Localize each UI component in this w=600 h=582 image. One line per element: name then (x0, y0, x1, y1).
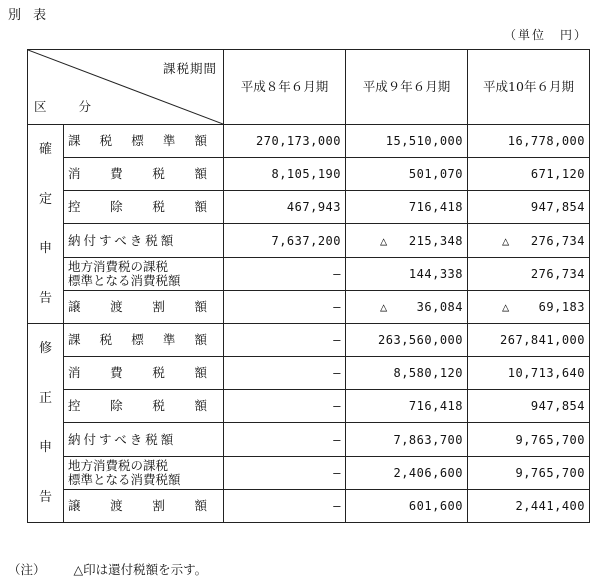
group-char: 修 (38, 341, 52, 356)
table-row (28, 489, 590, 522)
corner-category-label: 区 分 (34, 99, 105, 114)
row-label (64, 191, 224, 224)
row-label (64, 357, 224, 390)
value-text: 8,105,190 (271, 167, 341, 182)
value-cell (468, 357, 590, 390)
value-cell (346, 257, 468, 290)
value-cell (346, 290, 468, 323)
value-cell (224, 224, 346, 257)
value-text: 215,348 (408, 233, 463, 248)
row-label-text: 控 除 税 額 (68, 398, 207, 414)
group-label-kakutei-shinkoku (28, 125, 64, 324)
row-label (64, 224, 224, 257)
row-label (64, 390, 224, 423)
value-cell (346, 125, 468, 158)
value-text: 601,600 (408, 498, 463, 513)
value-text: 267,841,000 (500, 333, 585, 348)
row-label (64, 324, 224, 357)
value-cell (224, 357, 346, 390)
refund-mark: △ (502, 233, 510, 248)
row-label-line: 標準となる消費税額 (68, 272, 181, 288)
value-cell (468, 290, 590, 323)
header-corner (28, 50, 224, 125)
group-label-shusei-shinkoku (28, 324, 64, 523)
row-label-text: 譲 渡 割 額 (68, 298, 207, 314)
value-text: 716,418 (408, 200, 463, 215)
table-row (28, 224, 590, 257)
table-row (28, 158, 590, 191)
period-header-h8: 平成８年６月期 (224, 50, 346, 125)
value-text: 2,441,400 (515, 498, 585, 513)
value-cell (468, 191, 590, 224)
group-char: 申 (38, 241, 52, 256)
value-text: 36,084 (416, 299, 463, 314)
footnote (8, 560, 207, 578)
value-cell (346, 456, 468, 489)
value-text: 276,734 (530, 266, 585, 281)
table-row (28, 357, 590, 390)
row-label (64, 125, 224, 158)
group-char: 正 (38, 390, 52, 406)
value-text: 144,338 (408, 266, 463, 281)
table-row (28, 324, 590, 357)
header-row (28, 50, 590, 125)
value-cell (346, 357, 468, 390)
value-cell (468, 456, 590, 489)
value-text: 947,854 (530, 399, 585, 414)
value-text: 7,863,700 (393, 432, 463, 447)
value-text: 7,637,200 (271, 233, 341, 248)
row-label (64, 290, 224, 323)
row-label-text: 納付すべき税額 (68, 232, 177, 248)
value-text: 467,943 (286, 200, 341, 215)
value-cell (346, 158, 468, 191)
value-cell (468, 257, 590, 290)
value-cell (224, 423, 346, 456)
period-header-h9: 平成９年６月期 (346, 50, 468, 125)
value-text: 69,183 (538, 299, 585, 314)
value-cell (346, 324, 468, 357)
value-text: 947,854 (530, 200, 585, 215)
row-label (64, 489, 224, 522)
row-label-text: 納付すべき税額 (68, 431, 177, 447)
value-cell (468, 390, 590, 423)
value-cell (224, 290, 346, 323)
period-header-h10: 平成10年６月期 (468, 50, 590, 125)
value-cell (224, 125, 346, 158)
value-text: 16,778,000 (507, 134, 585, 149)
row-label-text: 課 税 標 準 額 (68, 332, 207, 348)
group-char: 確 (38, 142, 52, 157)
refund-mark: △ (502, 299, 510, 314)
value-cell (346, 191, 468, 224)
value-text: 671,120 (530, 167, 585, 182)
row-label-text: 消 費 税 額 (68, 166, 207, 182)
row-label-line: 地方消費税の課税 (68, 258, 169, 274)
table-row (28, 125, 590, 158)
row-label (64, 456, 224, 489)
row-label-text: 譲 渡 割 額 (68, 497, 207, 513)
value-cell (346, 224, 468, 257)
value-text: — (333, 366, 341, 381)
footnote-text: △印は還付税額を示す。 (73, 562, 208, 577)
value-text: — (333, 498, 341, 513)
tax-table (27, 49, 590, 523)
value-text: — (333, 333, 341, 348)
value-text: 10,713,640 (507, 366, 585, 381)
value-text: 2,406,600 (393, 465, 463, 480)
row-label-text: 控 除 税 額 (68, 199, 207, 215)
value-text: 270,173,000 (256, 134, 341, 149)
row-label-line: 地方消費税の課税 (68, 457, 169, 473)
value-cell (468, 324, 590, 357)
value-cell (224, 158, 346, 191)
value-cell (224, 456, 346, 489)
row-label-text: 課 税 標 準 額 (68, 133, 207, 149)
value-cell (468, 423, 590, 456)
value-text: 9,765,700 (515, 465, 585, 480)
value-text: 501,070 (408, 167, 463, 182)
value-text: — (333, 432, 341, 447)
table-row (28, 390, 590, 423)
row-label (64, 158, 224, 191)
value-cell (346, 423, 468, 456)
group-char: 告 (38, 489, 52, 505)
refund-mark: △ (380, 233, 388, 248)
row-label (64, 423, 224, 456)
row-label-text: 消 費 税 額 (68, 365, 207, 381)
group-char: 告 (38, 290, 52, 306)
value-text: — (333, 266, 341, 281)
value-text: 276,734 (530, 233, 585, 248)
row-label-line: 標準となる消費税額 (68, 471, 181, 487)
table-row (28, 456, 590, 489)
value-cell (346, 489, 468, 522)
value-cell (468, 158, 590, 191)
footnote-mark: （注） (8, 562, 46, 577)
value-text: — (333, 465, 341, 480)
table-row (28, 191, 590, 224)
value-text: 15,510,000 (385, 134, 463, 149)
value-text: — (333, 299, 341, 314)
table-row (28, 423, 590, 456)
value-cell (224, 257, 346, 290)
value-text: 8,580,120 (393, 366, 463, 381)
group-char: 申 (38, 440, 52, 455)
corner-period-label: 課税期間 (162, 61, 217, 76)
table-row (28, 290, 590, 323)
row-label (64, 257, 224, 290)
value-cell (346, 390, 468, 423)
value-cell (224, 489, 346, 522)
value-text: 263,560,000 (378, 333, 463, 348)
table-row (28, 257, 590, 290)
value-text: 716,418 (408, 399, 463, 414)
value-text: 9,765,700 (515, 432, 585, 447)
value-cell (468, 489, 590, 522)
value-cell (224, 324, 346, 357)
value-cell (224, 390, 346, 423)
value-cell (468, 224, 590, 257)
document-title: 別 表 (8, 8, 51, 23)
value-cell (468, 125, 590, 158)
value-cell (224, 191, 346, 224)
unit-label: （単位 円） (503, 28, 588, 42)
refund-mark: △ (380, 299, 388, 314)
value-text: — (333, 399, 341, 414)
group-char: 定 (38, 191, 52, 207)
